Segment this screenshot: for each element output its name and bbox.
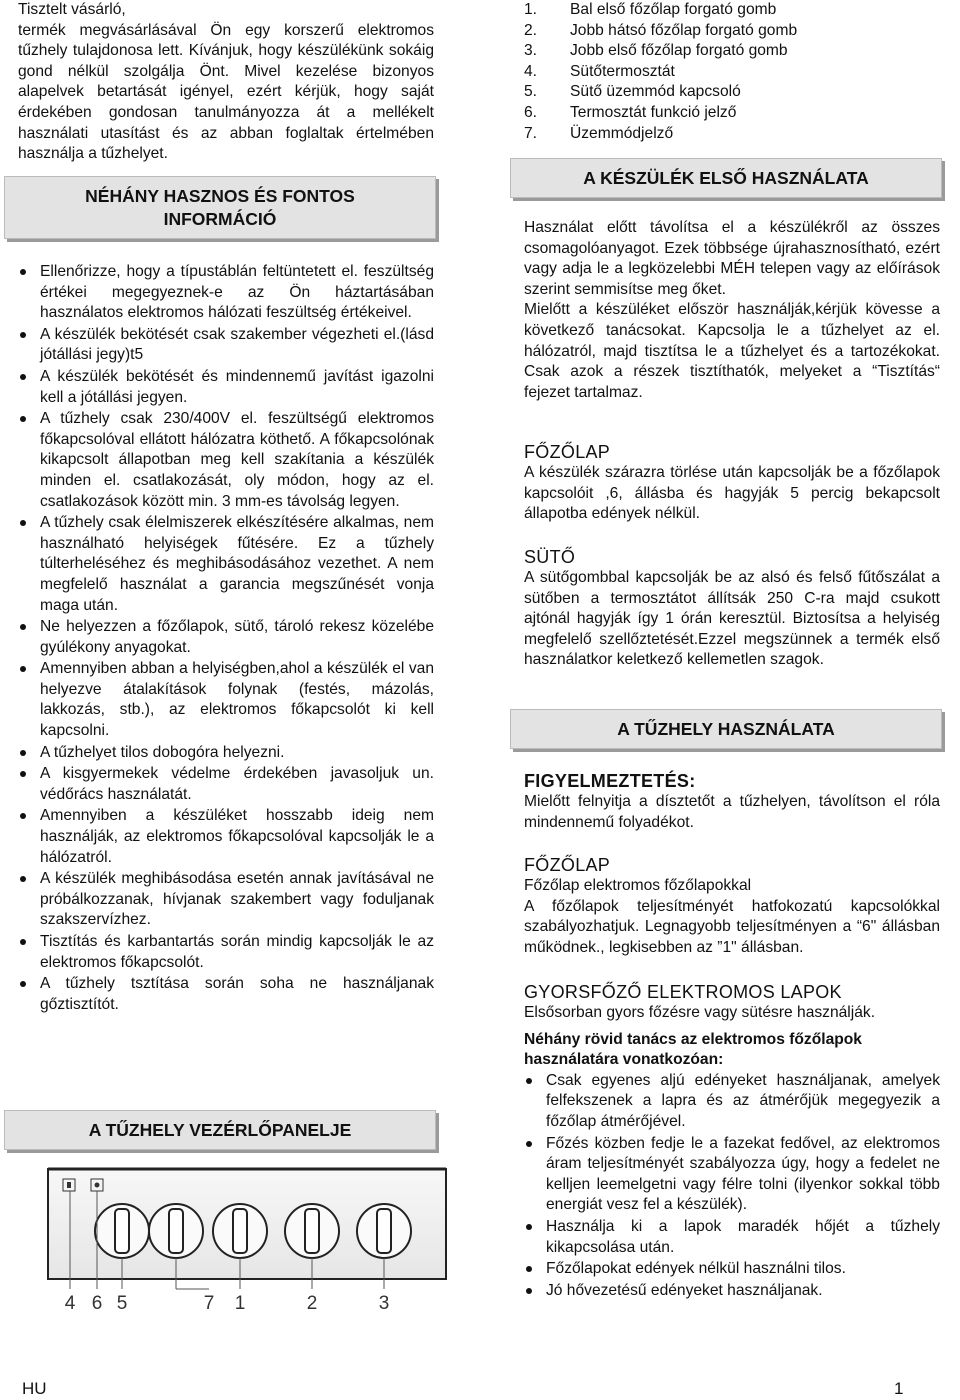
gyors-section <box>524 981 940 1302</box>
tips-list-item: Csak egyenes aljú edényeket használjanak, amelyek felfekszenek a lapra és az átmérőjük megegyezik a főzőlap átmérőjével. <box>524 1071 940 1133</box>
controls-list-item <box>524 103 940 124</box>
controls-list-item <box>524 62 940 83</box>
panel-label: 6 <box>91 1293 103 1314</box>
oven-mode-knob[interactable] <box>149 1204 203 1258</box>
controls-list-number: 7. <box>524 124 538 142</box>
info-list-item: Amennyiben abban a helyiségben,ahol a készülék el van helyezve átalakítások folynak (festés, mázolás, lakkozás, stb.), az elektromos főkapcsolót ki kell kapcsolni. <box>18 659 434 741</box>
controls-list-text: Jobb hátsó főzőlap forgató gomb <box>570 21 798 39</box>
fozolap-section-1 <box>524 441 940 525</box>
gyors-tips-title: Néhány rövid tanács az elektromos főzőlapok használatára vonatkozóan: <box>524 1030 862 1069</box>
fozolap-text: A főzőlapok teljesítményét hatfokozatú kapcsolókkal szabályozhatjuk. Legnagyobb teljesítményen a “6" állásban működnek., legkisebben az ”1" állásban. <box>524 897 940 956</box>
footer-lang: HU <box>22 1379 47 1398</box>
first-use-heading: A KÉSZÜLÉK ELSŐ HASZNÁLATA <box>510 158 942 198</box>
controls-list-text: Termosztát funkció jelző <box>570 103 737 121</box>
panel-label: 4 <box>64 1293 76 1314</box>
tips-list <box>524 1071 940 1302</box>
controls-list-number: 2. <box>524 21 538 39</box>
suto-text: A sütőgombbal kapcsolják be az alsó és felső fűtőszálat a sütőben a termosztátot állítsák 250 C-ra majd csukott ajtónál hagyják így 1 órán keresztül. Biztosítsa a helyiség megfelelő szellőztetését.Ezzel megszünnek a termék első használatkor keletkező kellemetlen szagok. <box>524 569 940 669</box>
panel-label: 2 <box>306 1293 318 1314</box>
info-heading: NÉHÁNY HASZNOS ÉS FONTOS INFORMÁCIÓ <box>4 176 436 239</box>
controls-list-number: 5. <box>524 83 538 101</box>
suto-section <box>524 546 940 671</box>
info-list-item: A tűzhely tsztítása során soha ne használjanak gőztisztítót. <box>18 974 434 1015</box>
fozolap-text: A készülék szárazra törlése után kapcsolják be a főzőlapok kapcsolóit ,6, állásba és hagyják 5 percig bekapcsolt állapotba edények nélkül. <box>524 464 940 523</box>
controls-list-number: 6. <box>524 103 538 121</box>
controls-list-number: 4. <box>524 62 538 80</box>
fozolap-section-2 <box>524 854 940 958</box>
left-front-hotplate-knob[interactable] <box>213 1204 267 1258</box>
first-use-text <box>524 218 940 403</box>
fozolap-title: FŐZŐLAP <box>524 442 611 462</box>
panel-label: 3 <box>378 1293 390 1314</box>
suto-title: SÜTŐ <box>524 547 576 567</box>
right-front-hotplate-knob[interactable] <box>357 1204 411 1258</box>
controls-list-number: 1. <box>524 1 538 18</box>
tips-list-item: Főzőlapokat edények nélkül használni tilos. <box>524 1259 940 1280</box>
panel-heading: A TŰZHELY VEZÉRLŐPANELJE <box>4 1110 436 1150</box>
info-list-item: A tűzhely csak élelmiszerek elkészítésére alkalmas, nem használható helyiségek fűtésére. Ez a tűzhely túlterheléséhez és meghibásodásához vezethet. A nem megfelelő használat a garancia megszűnését vonja maga után. <box>18 513 434 616</box>
tips-list-item: Főzés közben fedje le a fazekat fedővel, az elektromos áram teljesítményét szabályozza úgy, hogy a fedelet ne kelljen leemelgetni vagy félre tolni (ilyenkor sokkal több energiát vesz fel a készülék). <box>524 1134 940 1216</box>
footer-page-number: 1 <box>894 1379 904 1398</box>
first-use-p2: Mielőtt a készüléket először használják,kérjük kövesse a következő tanácsokat. Kapcsolja le a tűzhelyet az el. hálózatról, majd tisztítsa le a tűzhelyet és a tartozékokat. Csak azok a részek tisztíthatók, melyeket a “Tisztítás“ fejezet tartalmaz. <box>524 301 940 401</box>
info-list-item: A tűzhelyet tilos dobogóra helyezni. <box>18 743 434 764</box>
gyors-line1: Elsősorban gyors főzésre vagy sütésre használják. <box>524 1004 876 1021</box>
controls-list-text: Jobb első főzőlap forgató gomb <box>570 42 788 60</box>
intro <box>18 0 434 165</box>
tips-list-item: Jó hővezetésű edényeket használjanak. <box>524 1281 940 1302</box>
warning-text: Mielőtt felnyitja a dísztetőt a tűzhelyen, távolítson el róla mindennemű folyadékot. <box>524 793 940 831</box>
oven-thermostat-knob[interactable] <box>95 1204 149 1258</box>
gyors-title: GYORSFŐZŐ ELEKTROMOS LAPOK <box>524 982 842 1002</box>
info-list-item: Ne helyezzen a főzőlapok, sütő, tároló rekesz közelébe gyúlékony anyagokat. <box>18 617 434 658</box>
controls-list-text: Bal első főzőlap forgató gomb <box>570 1 777 18</box>
info-list-item: A készülék bekötését és mindennemű javítást igazolni kell a jótállási jegyen. <box>18 367 434 408</box>
info-list-item: A készülék meghibásodása esetén annak javításával ne próbálkozzanak, hívjanak szakembert vagy foduljanak szakszervízhez. <box>18 869 434 931</box>
controls-list-text: Sütő üzemmód kapcsoló <box>570 83 741 101</box>
info-list <box>18 262 434 1016</box>
info-list-item: A kisgyermekek védelme érdekében javasoljuk un. védőrács használatát. <box>18 764 434 805</box>
first-use-p1: Használat előtt távolítsa el a készülékről az összes csomagolóanyagot. Ezek többsége újrahasznosítható, ezért vagy adja le a legközelebbi MÉH telepen vagy az előírások szerint semmisítse meg őket. <box>524 219 940 298</box>
info-list-item: A tűzhely csak 230/400V el. feszültségű elektromos főkapcsolóval ellátott hálózatra köthető. A főkapcsolónak kikapcsolt állapotban meg kell szakítania a készülék minden el. csatlakozását, oly módon, hogy az el. csatlakozások között min. 3 mm-es távolság legyen. <box>18 409 434 512</box>
usage-heading: A TŰZHELY HASZNÁLATA <box>510 709 942 749</box>
controls-list-text: Sütőtermosztát <box>570 62 675 80</box>
warning-section <box>524 770 940 833</box>
tips-list-item: Használja ki a lapok maradék hőjét a tűzhely kikapcsolása után. <box>524 1217 940 1258</box>
controls-list-item <box>524 0 940 21</box>
greeting: Tisztelt vásárló, <box>18 1 126 18</box>
info-list-item: Tisztítás és karbantartás során mindig kapcsolják le az elektromos főkapcsolót. <box>18 932 434 973</box>
warning-title: FIGYELMEZTETÉS: <box>524 771 696 791</box>
controls-list <box>524 0 940 144</box>
info-list-item: Ellenőrizze, hogy a típustáblán feltüntetett el. feszültség értékei megegyeznek-e az Ön háztartásában használatos elektromos hálózati feszültség értékeivel. <box>18 262 434 324</box>
controls-list-item <box>524 124 940 145</box>
controls-list-text: Üzemmódjelző <box>570 124 674 142</box>
controls-list-item <box>524 41 940 62</box>
controls-list-item <box>524 21 940 42</box>
controls-list-number: 3. <box>524 42 538 60</box>
panel-label: 7 <box>203 1293 215 1314</box>
info-list-item: A készülék bekötését csak szakember végezheti el.(lásd jótállási jegy)t5 <box>18 325 434 366</box>
intro-paragraph: termék megvásárlásával Ön egy korszerű elektromos tűzhely tulajdonosa lett. Kívánjuk, hogy készülékünk sokáig gond nélkül szolgálja Önt. Mivel kezelése bizonyos alapelvek betartását igényel, ezért kérjük, hogy saját érdekében gondosan tanulmányozza át a mellékelt használati utasítást és az abban foglaltak értelmében használja a tűzhelyet. <box>18 21 434 163</box>
control-panel-diagram <box>0 1165 460 1325</box>
fozolap-title: FŐZŐLAP <box>524 855 611 875</box>
controls-list-item <box>524 82 940 103</box>
panel-label: 1 <box>234 1293 246 1314</box>
right-rear-hotplate-knob[interactable] <box>285 1204 339 1258</box>
panel-label: 5 <box>116 1293 128 1314</box>
fozolap-line1: Főzőlap elektromos főzőlapokkal <box>524 877 752 894</box>
info-list-item: Amennyiben a készüléket hosszabb ideig nem használják, az elektromos főkapcsolóval kapcsolják le a hálózatról. <box>18 806 434 868</box>
